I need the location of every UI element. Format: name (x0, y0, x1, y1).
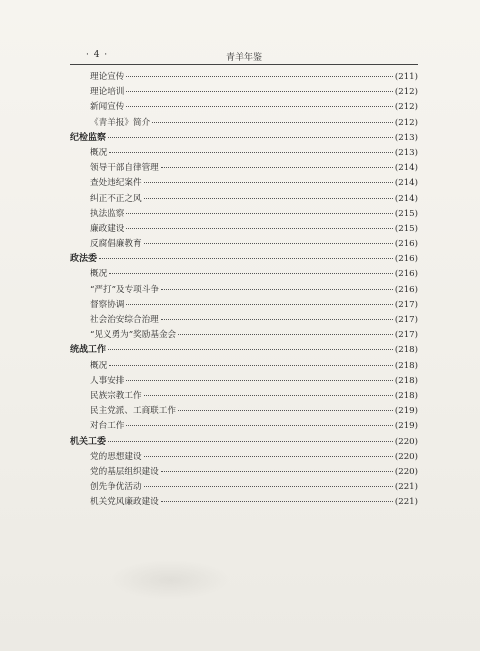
dot-leader (144, 182, 393, 183)
dot-leader (109, 152, 393, 153)
toc-entry-title: 机关工委 (70, 436, 107, 447)
toc-entry-title: 统战工作 (70, 345, 107, 356)
toc-entry (70, 389, 418, 404)
dot-leader (99, 258, 393, 259)
dot-leader (144, 198, 393, 199)
toc-section-heading (70, 252, 418, 267)
toc-entry (70, 100, 418, 115)
toc-entry (70, 359, 418, 374)
dot-leader (178, 410, 393, 411)
toc-entry (70, 419, 418, 434)
dot-leader (126, 425, 393, 426)
toc-entry-title: 纠正不正之风 (90, 193, 142, 204)
toc-entry-title: 概况 (90, 360, 108, 371)
header-rule (70, 64, 418, 65)
toc-entry-page: (212) (394, 102, 418, 113)
dot-leader (161, 289, 393, 290)
toc-section-heading (70, 343, 418, 358)
toc-entry (70, 404, 418, 419)
toc-entry-page: (216) (394, 269, 418, 280)
toc-entry-page: (217) (394, 315, 418, 325)
toc-entry-page: (212) (394, 117, 418, 128)
toc-entry-page: (212) (394, 87, 418, 98)
toc-entry-title: 查处违纪案件 (90, 178, 142, 189)
toc-entry (70, 298, 418, 313)
toc-entry-title: “见义勇为”奖励基金会 (90, 330, 177, 341)
toc-entry-page: (213) (394, 147, 418, 158)
table-of-contents (70, 70, 418, 510)
dot-leader (126, 76, 393, 77)
dot-leader (126, 91, 393, 92)
page-header (70, 46, 418, 64)
toc-entry-title: 创先争优活动 (90, 482, 142, 493)
toc-entry-title: 《青羊报》简介 (90, 117, 151, 128)
dot-leader (126, 228, 393, 229)
page-number: · 4 · (86, 50, 109, 60)
dot-leader (108, 441, 393, 442)
running-title: 青羊年鉴 (225, 53, 262, 63)
toc-entry-page: (213) (394, 132, 418, 143)
toc-entry (70, 465, 418, 480)
toc-entry-page: (220) (394, 436, 418, 447)
toc-entry-page: (218) (394, 375, 418, 386)
toc-entry-title: 政法委 (70, 254, 98, 265)
toc-entry-title: 新闻宣传 (90, 102, 125, 113)
toc-entry-title: 社会治安综合治理 (90, 315, 159, 325)
dot-leader (161, 471, 393, 472)
toc-entry-title: 民族宗教工作 (90, 390, 142, 401)
toc-entry-title: 人事安排 (90, 375, 125, 386)
toc-entry-title: 理论宣传 (90, 72, 125, 82)
scan-smudge (110, 560, 230, 600)
toc-entry-title: 领导干部自律管理 (90, 163, 159, 174)
toc-entry-page: (217) (394, 330, 418, 341)
dot-leader (178, 334, 393, 335)
toc-entry-page: (215) (394, 223, 418, 234)
toc-entry (70, 192, 418, 207)
toc-entry (70, 267, 418, 282)
dot-leader (126, 213, 393, 214)
dot-leader (144, 456, 393, 457)
toc-entry-page: (214) (394, 163, 418, 174)
toc-entry-page: (211) (394, 72, 418, 82)
toc-entry-title: 党的思想建设 (90, 451, 142, 462)
toc-entry-title: 反腐倡廉教育 (90, 239, 142, 250)
toc-entry (70, 207, 418, 222)
toc-section-heading (70, 435, 418, 450)
toc-entry (70, 495, 418, 510)
dot-leader (152, 122, 393, 123)
toc-entry-title: “严打”及专项斗争 (90, 284, 159, 295)
toc-entry (70, 283, 418, 298)
toc-entry (70, 328, 418, 343)
toc-entry-page: (219) (394, 421, 418, 432)
toc-entry (70, 70, 418, 85)
dot-leader (144, 486, 393, 487)
toc-entry-title: 民主党派、工商联工作 (90, 406, 176, 417)
toc-section-heading (70, 131, 418, 146)
toc-entry (70, 116, 418, 131)
dot-leader (109, 273, 393, 274)
toc-entry (70, 146, 418, 161)
toc-entry-page: (218) (394, 360, 418, 371)
dot-leader (161, 167, 393, 168)
toc-entry (70, 161, 418, 176)
toc-entry (70, 85, 418, 100)
dot-leader (126, 106, 393, 107)
toc-entry-title: 理论培训 (90, 87, 125, 98)
dot-leader (108, 137, 393, 138)
dot-leader (161, 501, 393, 502)
toc-entry-title: 督察协调 (90, 299, 125, 310)
toc-entry-page: (220) (394, 451, 418, 462)
toc-entry-page: (217) (394, 299, 418, 310)
toc-entry-title: 廉政建设 (90, 223, 125, 234)
dot-leader (144, 395, 393, 396)
toc-entry-title: 纪检监察 (70, 132, 107, 143)
toc-entry-page: (221) (394, 482, 418, 493)
toc-entry-page: (218) (394, 390, 418, 401)
toc-entry (70, 222, 418, 237)
toc-entry-page: (215) (394, 208, 418, 219)
toc-entry-page: (221) (394, 497, 418, 508)
toc-entry (70, 313, 418, 328)
toc-entry (70, 450, 418, 465)
toc-entry-page: (216) (394, 284, 418, 295)
dot-leader (108, 349, 393, 350)
toc-entry-page: (214) (394, 193, 418, 204)
toc-entry-title: 概况 (90, 269, 108, 280)
toc-entry (70, 176, 418, 191)
toc-entry-title: 执法监察 (90, 208, 125, 219)
toc-entry-title: 概况 (90, 147, 108, 158)
toc-entry-page: (216) (394, 254, 418, 265)
toc-entry-title: 机关党风廉政建设 (90, 497, 159, 508)
toc-entry-page: (216) (394, 239, 418, 250)
dot-leader (126, 380, 393, 381)
toc-entry-page: (218) (394, 345, 418, 356)
toc-entry-title: 党的基层组织建设 (90, 466, 159, 477)
dot-leader (161, 319, 393, 320)
toc-entry-page: (214) (394, 178, 418, 189)
dot-leader (126, 304, 393, 305)
dot-leader (109, 365, 393, 366)
toc-entry (70, 374, 418, 389)
toc-entry-page: (220) (394, 466, 418, 477)
toc-entry-page: (219) (394, 406, 418, 417)
toc-entry-title: 对台工作 (90, 421, 125, 432)
dot-leader (144, 243, 393, 244)
toc-entry (70, 480, 418, 495)
toc-entry (70, 237, 418, 252)
